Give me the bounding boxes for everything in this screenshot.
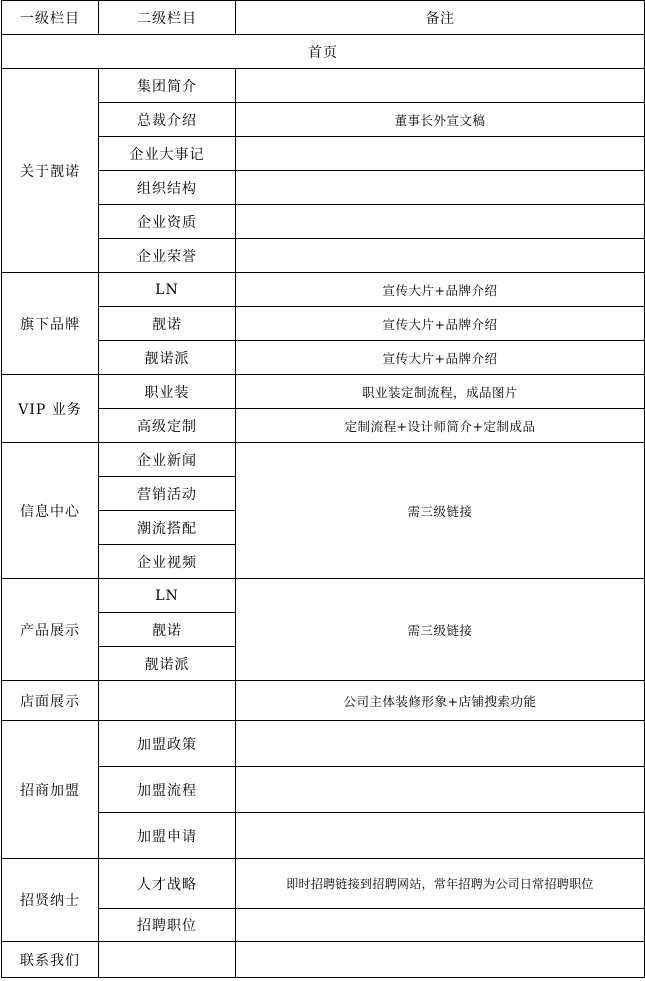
recruit-item: 人才战略 bbox=[99, 859, 236, 909]
about-note bbox=[236, 205, 645, 239]
products-note: 需三级链接 bbox=[236, 579, 645, 681]
home-cell: 首页 bbox=[2, 35, 645, 69]
recruit-note: 即时招聘链接到招聘网站，常年招聘为公司日常招聘职位 bbox=[236, 859, 645, 909]
about-note bbox=[236, 171, 645, 205]
news-item: 企业视频 bbox=[99, 545, 236, 579]
header-col3: 备注 bbox=[236, 1, 645, 35]
sitemap-table bbox=[1, 0, 645, 978]
vip-note: 定制流程+设计师简介+定制成品 bbox=[236, 409, 645, 443]
brands-item: LN bbox=[99, 273, 236, 307]
news-item: 营销活动 bbox=[99, 477, 236, 511]
brands-note: 宣传大片+品牌介绍 bbox=[236, 307, 645, 341]
franchise-item: 加盟政策 bbox=[99, 721, 236, 767]
franchise-label: 招商加盟 bbox=[2, 721, 99, 859]
store-note: 公司主体装修形象+店铺搜索功能 bbox=[236, 681, 645, 721]
franchise-note bbox=[236, 813, 645, 859]
about-item: 组织结构 bbox=[99, 171, 236, 205]
table-row bbox=[2, 409, 645, 443]
franchise-item: 加盟流程 bbox=[99, 767, 236, 813]
products-item: 靓诺 bbox=[99, 613, 236, 647]
vip-note: 职业装定制流程，成品图片 bbox=[236, 375, 645, 409]
header-col2: 二级栏目 bbox=[99, 1, 236, 35]
home-row bbox=[2, 35, 645, 69]
table-row bbox=[2, 721, 645, 767]
table-row bbox=[2, 239, 645, 273]
franchise-note bbox=[236, 721, 645, 767]
contact-note bbox=[236, 942, 645, 978]
brands-item: 靓诺 bbox=[99, 307, 236, 341]
about-note: 董事长外宣文稿 bbox=[236, 103, 645, 137]
news-label: 信息中心 bbox=[2, 443, 99, 579]
table-row bbox=[2, 859, 645, 909]
about-item: 总裁介绍 bbox=[99, 103, 236, 137]
about-label: 关于靓诺 bbox=[2, 69, 99, 273]
table-row bbox=[2, 813, 645, 859]
about-item: 企业资质 bbox=[99, 205, 236, 239]
table-row bbox=[2, 909, 645, 942]
franchise-item: 加盟申请 bbox=[99, 813, 236, 859]
recruit-note bbox=[236, 909, 645, 942]
table-row bbox=[2, 341, 645, 375]
brands-note: 宣传大片+品牌介绍 bbox=[236, 273, 645, 307]
contact-item bbox=[99, 942, 236, 978]
about-note bbox=[236, 69, 645, 103]
table-row bbox=[2, 69, 645, 103]
table-row bbox=[2, 103, 645, 137]
news-note: 需三级链接 bbox=[236, 443, 645, 579]
table-row bbox=[2, 681, 645, 721]
about-note bbox=[236, 239, 645, 273]
table-row bbox=[2, 767, 645, 813]
vip-item: 职业装 bbox=[99, 375, 236, 409]
header-col1: 一级栏目 bbox=[2, 1, 99, 35]
table-row bbox=[2, 273, 645, 307]
brands-item: 靓诺派 bbox=[99, 341, 236, 375]
about-item: 集团简介 bbox=[99, 69, 236, 103]
table-row bbox=[2, 171, 645, 205]
news-item: 企业新闻 bbox=[99, 443, 236, 477]
store-label: 店面展示 bbox=[2, 681, 99, 721]
brands-note: 宣传大片+品牌介绍 bbox=[236, 341, 645, 375]
brands-label: 旗下品牌 bbox=[2, 273, 99, 375]
recruit-label: 招贤纳士 bbox=[2, 859, 99, 942]
about-item: 企业荣誉 bbox=[99, 239, 236, 273]
contact-label: 联系我们 bbox=[2, 942, 99, 978]
products-item: 靓诺派 bbox=[99, 647, 236, 681]
news-item: 潮流搭配 bbox=[99, 511, 236, 545]
table-row bbox=[2, 942, 645, 978]
about-note bbox=[236, 137, 645, 171]
table-row bbox=[2, 375, 645, 409]
products-item: LN bbox=[99, 579, 236, 613]
products-label: 产品展示 bbox=[2, 579, 99, 681]
table-row bbox=[2, 307, 645, 341]
table-row bbox=[2, 579, 645, 613]
store-item bbox=[99, 681, 236, 721]
table-row bbox=[2, 443, 645, 477]
about-item: 企业大事记 bbox=[99, 137, 236, 171]
recruit-item: 招聘职位 bbox=[99, 909, 236, 942]
franchise-note bbox=[236, 767, 645, 813]
table-row bbox=[2, 137, 645, 171]
vip-label: VIP 业务 bbox=[2, 375, 99, 443]
vip-item: 高级定制 bbox=[99, 409, 236, 443]
table-row bbox=[2, 205, 645, 239]
header-row bbox=[2, 1, 645, 35]
